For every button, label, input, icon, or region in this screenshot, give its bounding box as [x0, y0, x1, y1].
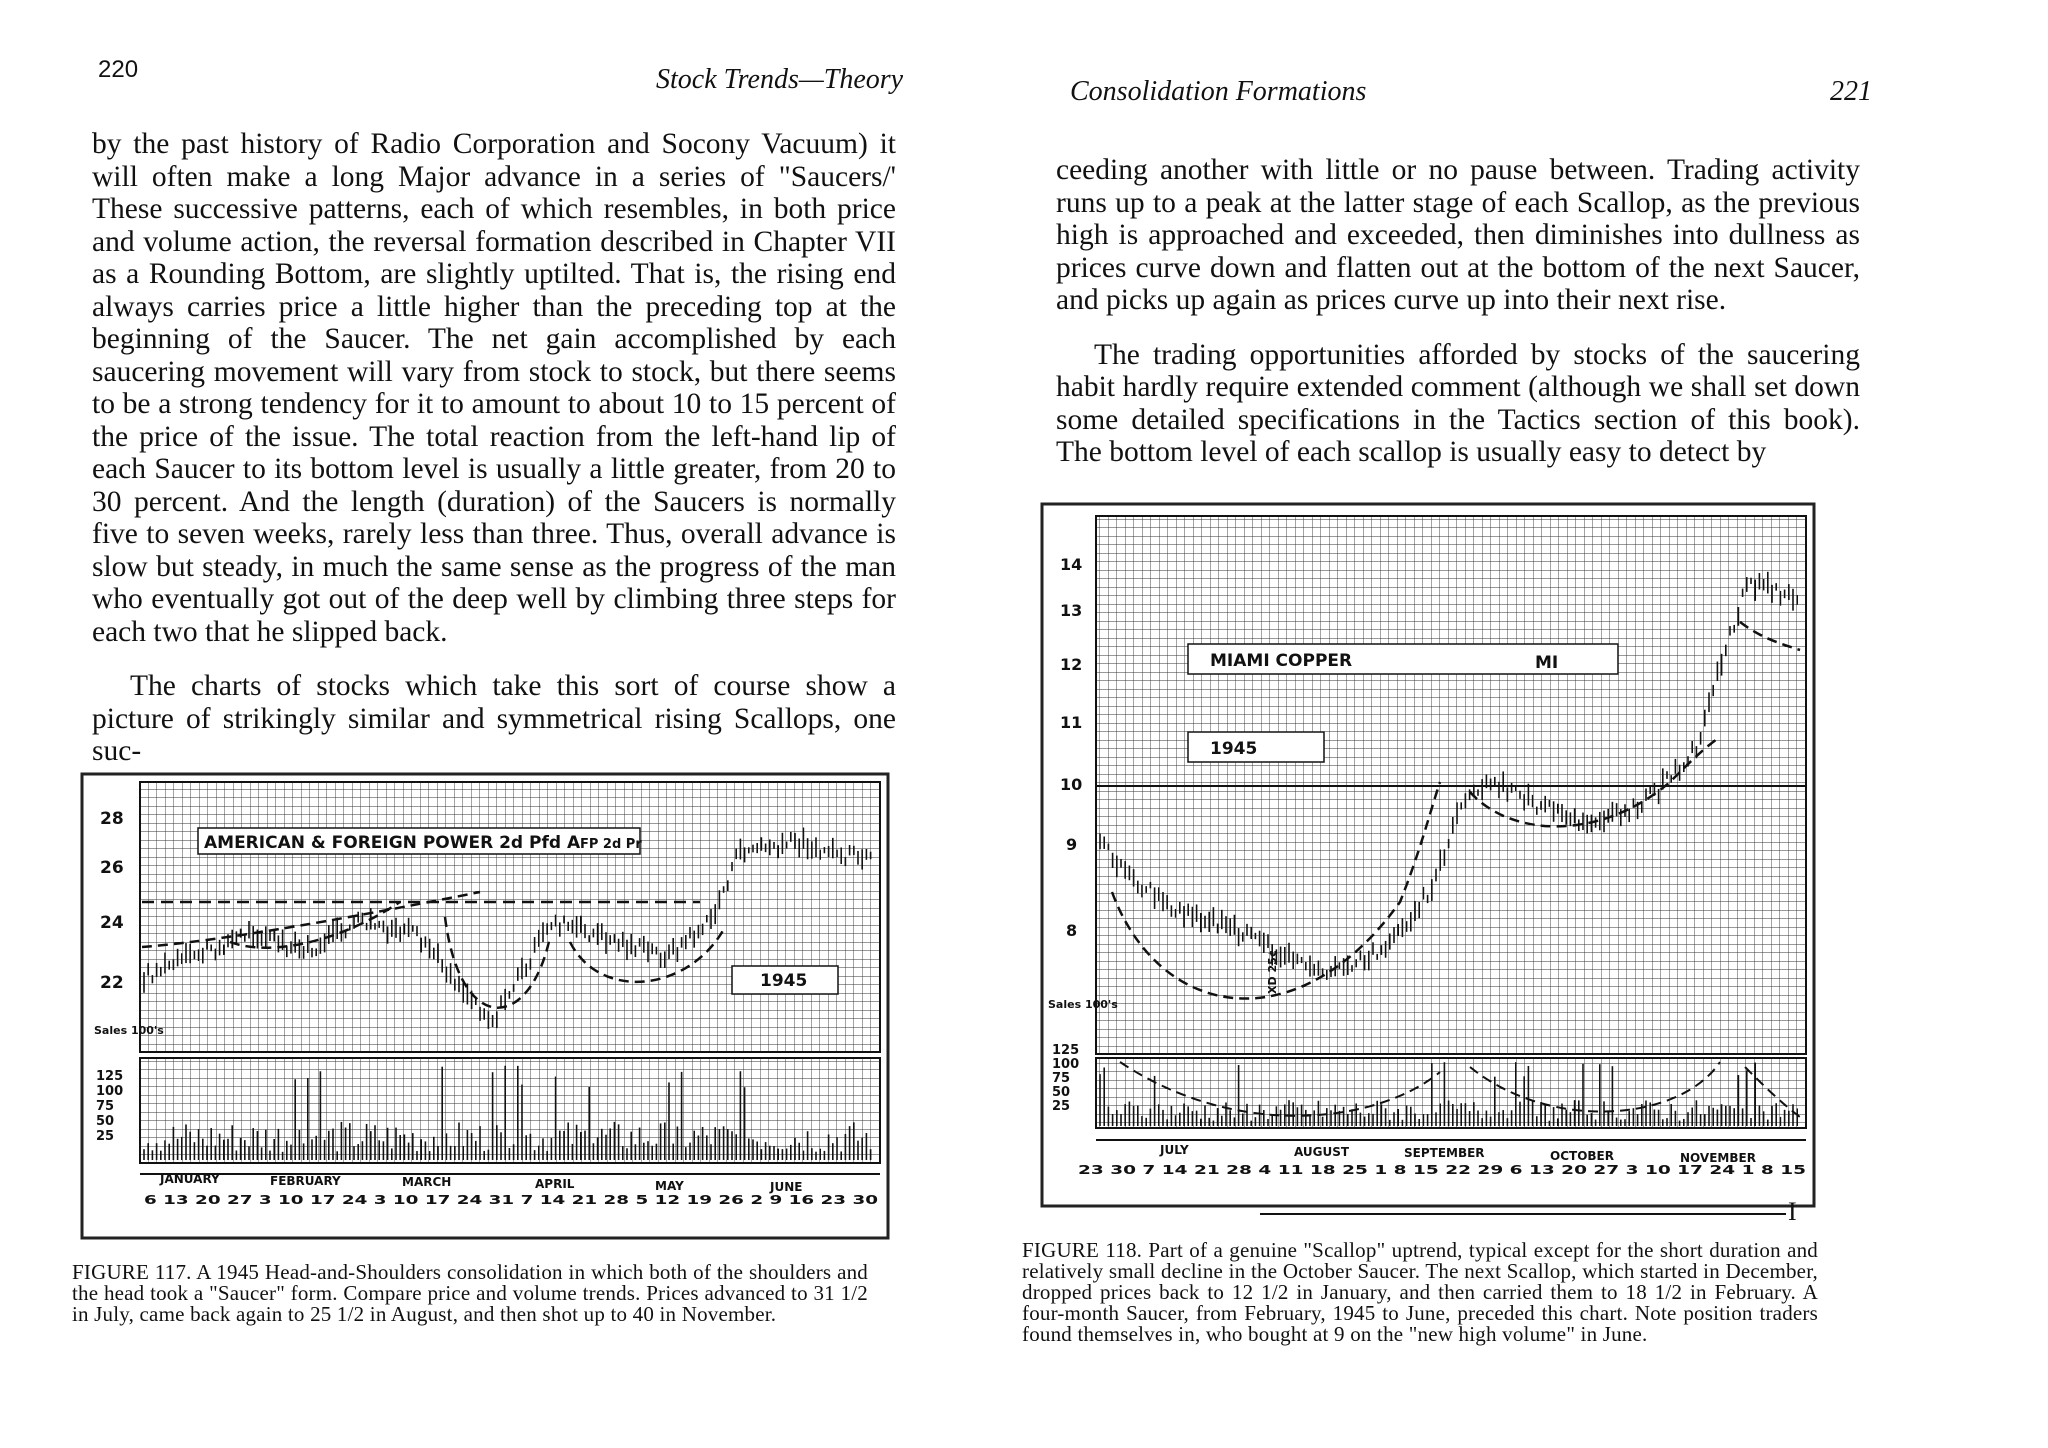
month-july: JULY: [1160, 1143, 1189, 1157]
volume-tick-100: 100: [1052, 1057, 1080, 1072]
volume-tick-75: 75: [1052, 1071, 1071, 1086]
volume-tick-25: 25: [1052, 1099, 1071, 1114]
volume-tick-125: 125: [1052, 1043, 1080, 1058]
figure-117-svg: [80, 772, 892, 1242]
price-tick-28: 28: [100, 809, 124, 829]
chart-ticker: MI: [1535, 653, 1559, 673]
right-body-text: [1056, 154, 1860, 469]
chart-ticker: FP 2d Pr: [580, 837, 642, 852]
volume-tick-50: 50: [96, 1114, 115, 1129]
sales-label: Sales 100's: [94, 1024, 164, 1037]
volume-tick-100: 100: [96, 1084, 124, 1099]
figure-118-caption: FIGURE 118. Part of a genuine "Scallop" uptrend, typical except for the short duration and relatively small decline in the October Saucer. The next Scallop, which started in December, dropped prices back to 12 1/2 in January, and then carried them to 18 1/2 in February. A four-month Saucer, from February, 1945 to June, preceded this chart. Note position traders found themselves in, who bought at 9 on the "new high volume" in June.: [1022, 1238, 1818, 1346]
volume-tick-125: 125: [96, 1069, 124, 1084]
month-march: MARCH: [402, 1175, 452, 1189]
price-tick-13: 13: [1060, 601, 1083, 620]
left-page-number: 220: [98, 56, 139, 83]
price-tick-14: 14: [1060, 555, 1083, 574]
price-tick-8: 8: [1066, 921, 1078, 940]
price-tick-12: 12: [1060, 655, 1083, 674]
month-june: JUNE: [770, 1180, 803, 1194]
dividend-annotation: XD 25¢: [1266, 949, 1279, 994]
price-tick-26: 26: [100, 858, 124, 878]
chart-year: 1945: [1210, 739, 1258, 759]
month-january: JANUARY: [160, 1172, 220, 1186]
left-paragraph-2: The charts of stocks which take this sort of course show a picture of strikingly similar and symmetrical rising Scallops, one suc-: [92, 670, 896, 767]
month-october: OCTOBER: [1550, 1149, 1614, 1163]
price-tick-10: 10: [1060, 775, 1083, 794]
figure-118-chart: [1040, 502, 1836, 1222]
left-body-text: [92, 128, 896, 768]
month-february: FEBRUARY: [270, 1174, 341, 1188]
chart-title: MIAMI COPPER: [1210, 651, 1353, 671]
figure-117-caption: FIGURE 117. A 1945 Head-and-Shoulders consolidation in which both of the shoulders and the head took a "Saucer" form. Compare price and volume trends. Prices advanced to 31 1/2 in July, came back again to 25 1/2 in August, and then shot up to 40 in November.: [72, 1260, 868, 1326]
price-tick-11: 11: [1060, 713, 1083, 732]
chart-year: 1945: [760, 971, 808, 991]
right-paragraph-1: ceeding another with little or no pause between. Trading activity runs up to a peak at the latter stage of each Scallop, as the previous high is approached and exceeded, then diminishes into dullness as prices curve down and flatten out at the bottom of the next Saucer, and picks up again as prices curve up into their next rise.: [1056, 154, 1860, 316]
price-tick-9: 9: [1066, 835, 1078, 854]
price-panel: [140, 782, 880, 1052]
date-ticks: 23 30 7 14 21 28 4 11 18 25 1 8 15 22 29 6 13 20 27 3 10 17 24 1 8 15: [1078, 1163, 1806, 1177]
right-paragraph-2: The trading opportunities afforded by stocks of the saucering habit hardly require extended comment (although we shall set down some detailed specifications in the Tactics section of this book). The bottom level of each scallop is usually easy to detect by: [1056, 338, 1860, 468]
volume-tick-75: 75: [96, 1099, 115, 1114]
price-tick-24: 24: [100, 913, 124, 933]
volume-tick-25: 25: [96, 1129, 115, 1144]
chart-title: AMERICAN & FOREIGN POWER 2d Pfd A: [204, 833, 581, 853]
month-september: SEPTEMBER: [1404, 1146, 1485, 1160]
price-tick-22: 22: [100, 973, 124, 993]
month-april: APRIL: [535, 1177, 575, 1191]
figure-117-chart: [80, 772, 892, 1242]
volume-tick-50: 50: [1052, 1085, 1071, 1100]
date-ticks: 6 13 20 27 3 10 17 24 3 10 17 24 31 7 14 21 28 5 12 19 26 2 9 16 23 30: [144, 1193, 878, 1207]
sales-label: Sales 100's: [1048, 998, 1118, 1011]
figure-118-svg: [1040, 502, 1836, 1222]
right-page-number: 221: [1830, 76, 1872, 107]
corner-mark: I: [1788, 1197, 1797, 1222]
month-november: NOVEMBER: [1680, 1151, 1756, 1165]
left-paragraph-1: by the past history of Radio Corporation and Socony Vacuum) it will often make a long Major advance in a series of "Saucers/' These successive patterns, each of which resembles, in both price and volume action, the reversal formation described in Chapter VII as a Rounding Bottom, are slightly uptilted. That is, the rising end always carries price a little higher than the preceding top at the beginning of the Saucer. The net gain accomplished by each saucering movement will vary from stock to stock, but there seems to be a strong tendency for it to amount to about 10 to 15 percent of the price of the issue. The total reaction from the left-hand lip of each Saucer to its bottom level is usually a little greater, from 20 to 30 percent. And the length (duration) of the Saucers is normally five to seven weeks, rarely less than three. Thus, overall advance is slow but steady, in much the same sense as the progress of the man who eventually got out of the deep well by climbing three steps for each two that he slipped back.: [92, 128, 896, 648]
month-may: MAY: [655, 1179, 684, 1193]
left-running-head: Stock Trends—Theory: [656, 64, 904, 95]
volume-panel: [1096, 1058, 1806, 1128]
right-running-head: Consolidation Formations: [1070, 76, 1367, 107]
month-august: AUGUST: [1294, 1145, 1350, 1159]
